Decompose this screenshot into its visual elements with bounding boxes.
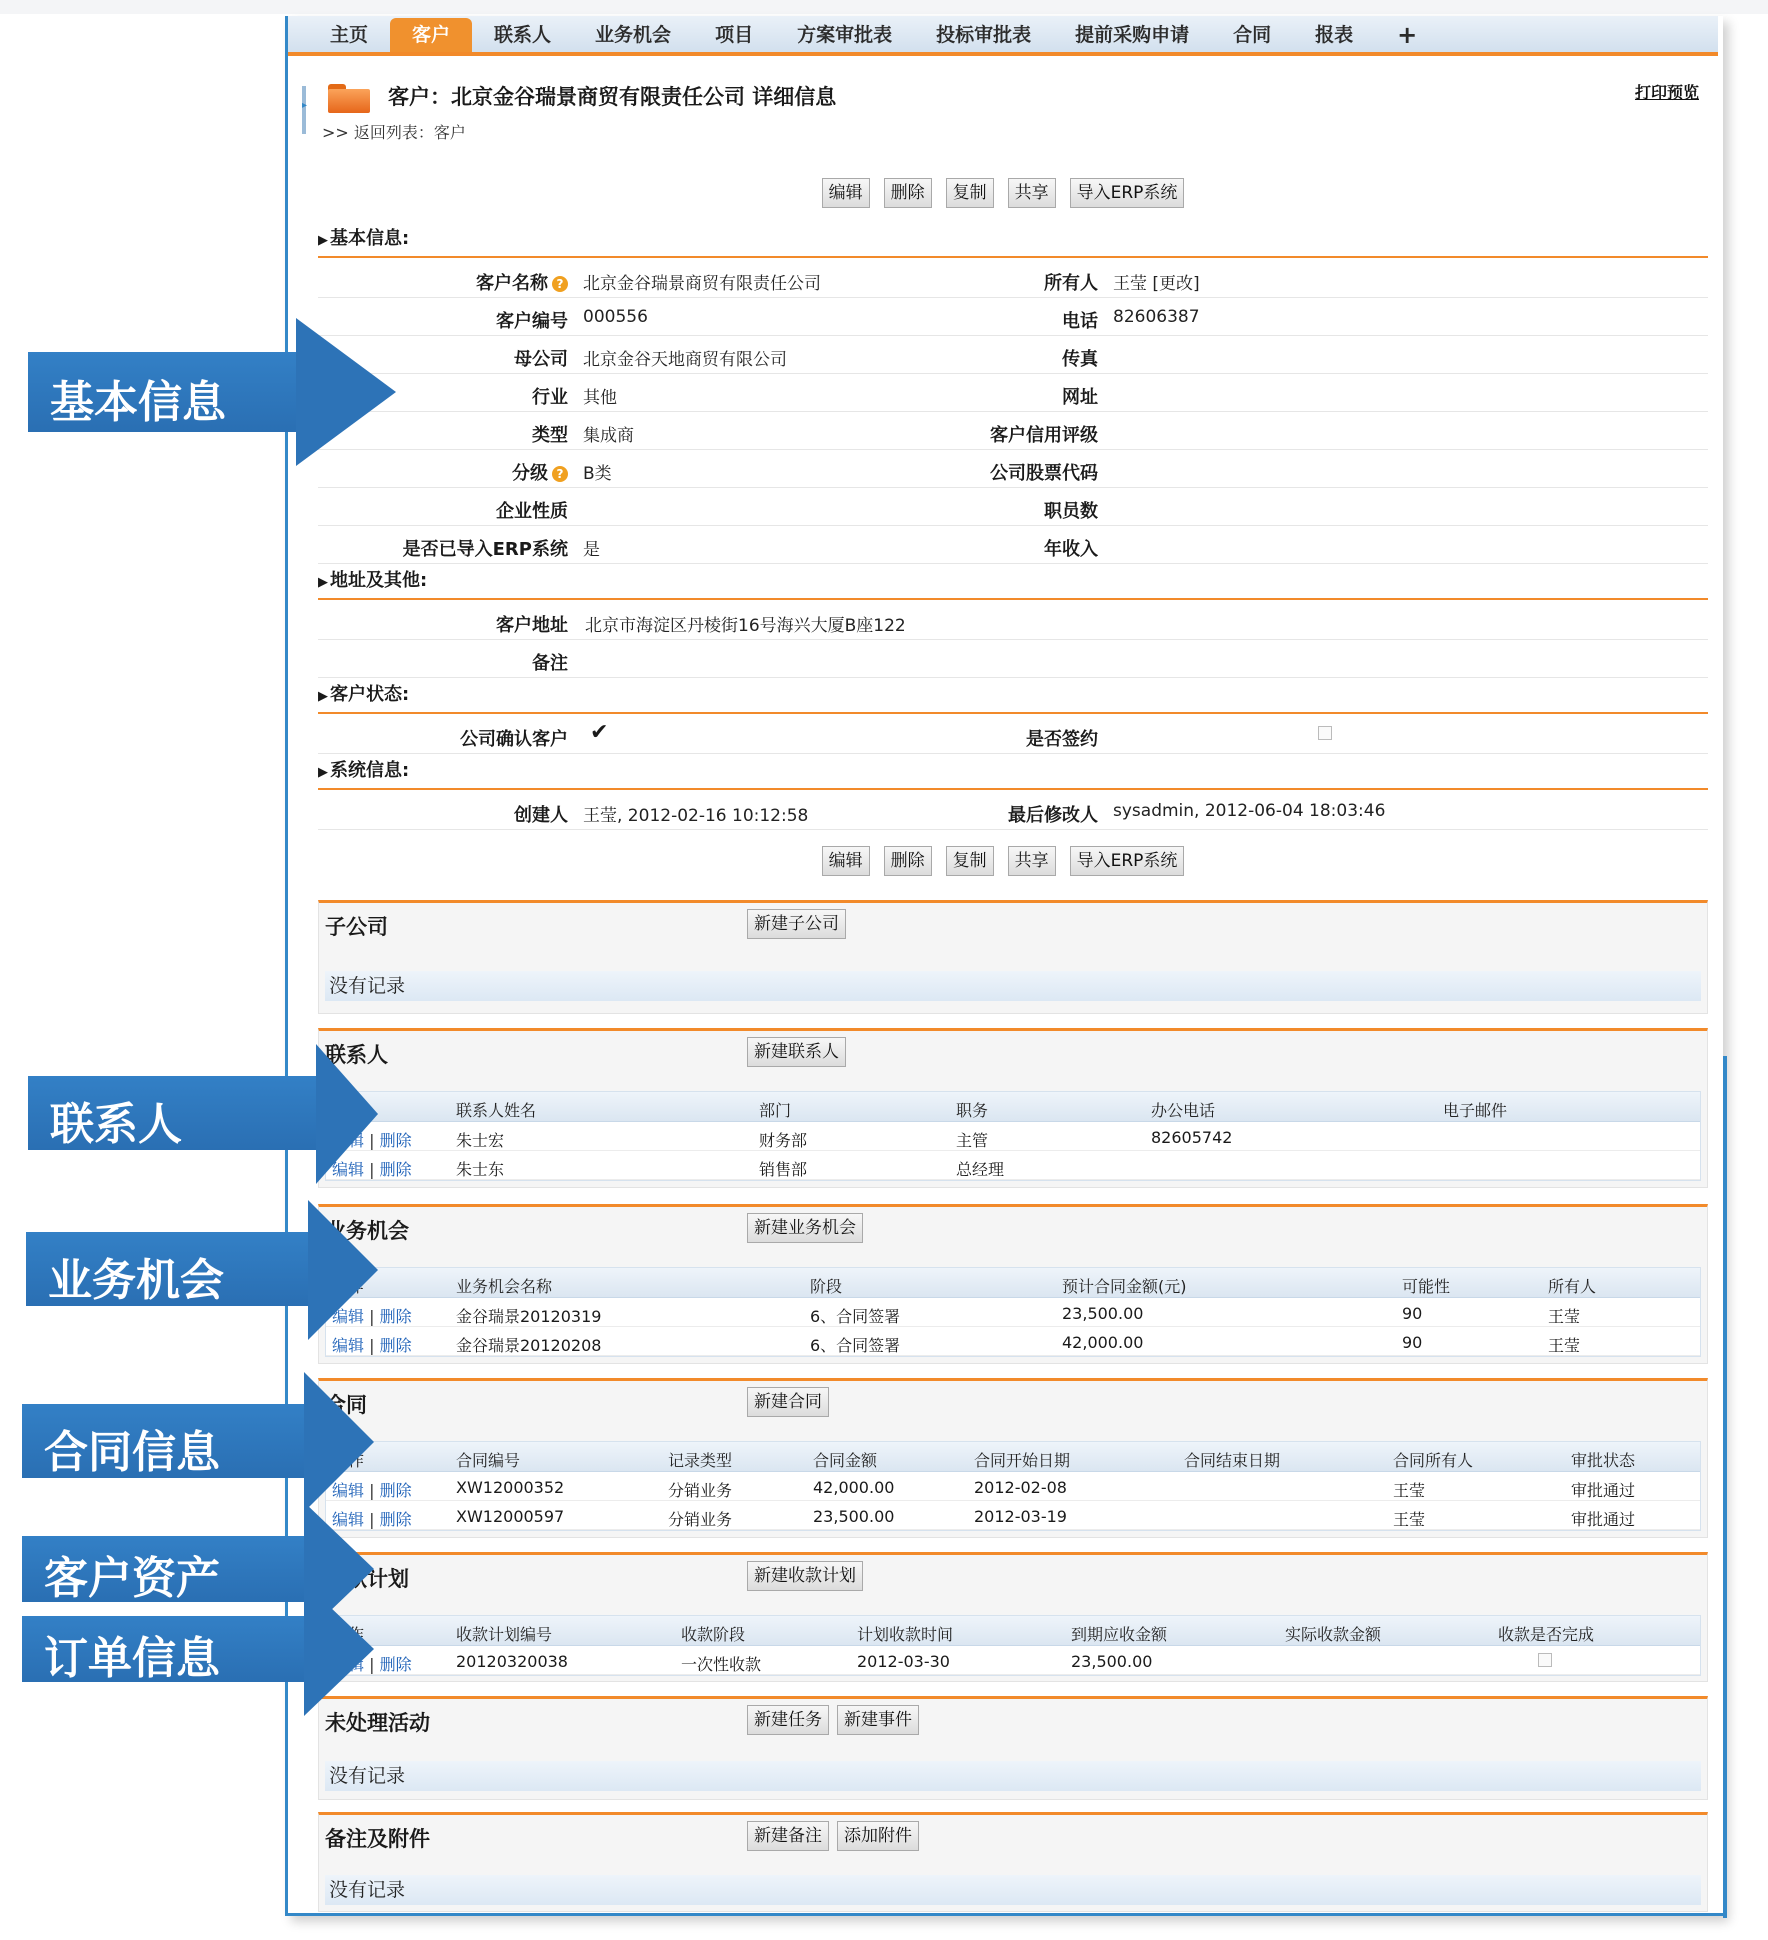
field-label: 行业 (532, 387, 568, 408)
section-title: 基本信息: (330, 228, 410, 249)
field-value: 集成商 (583, 426, 634, 446)
field-row (318, 260, 1708, 298)
new-payment-plan-button[interactable]: 新建收款计划 (747, 1561, 863, 1591)
field-label: 是否签约 (1026, 729, 1098, 750)
row-edit-link[interactable]: 编辑 (332, 1655, 365, 1674)
column-header[interactable]: 合同编号 (456, 1451, 521, 1470)
separator: | (369, 1510, 375, 1529)
new-contact-button[interactable]: 新建联系人 (747, 1037, 846, 1067)
contract-number[interactable]: XW12000597 (456, 1507, 565, 1526)
separator: | (369, 1307, 375, 1326)
import-erp-button[interactable]: 导入ERP系统 (1070, 846, 1185, 876)
table-row (326, 1298, 1700, 1327)
cell: 82605742 (1151, 1128, 1233, 1147)
print-preview-link[interactable]: 打印预览 (1634, 83, 1699, 102)
address-value: 北京市海淀区丹棱街16号海兴大厦B座122 (585, 616, 906, 636)
callout-contract-info (22, 1372, 365, 1512)
help-icon[interactable]: ? (552, 466, 568, 482)
callout-label: 客户资产 (44, 1553, 220, 1604)
field-label: 最后修改人 (1008, 805, 1098, 826)
panel-title: 未处理活动 (325, 1711, 430, 1735)
callout-label: 基本信息 (50, 377, 226, 428)
separator: | (369, 1336, 375, 1355)
cell: 6、合同签署 (810, 1307, 901, 1326)
row-edit-link[interactable]: 编辑 (332, 1307, 365, 1326)
table-row (326, 1122, 1700, 1151)
opportunity-name[interactable]: 金谷瑞景20120319 (456, 1307, 602, 1326)
expand-triangle-icon: ▶ (318, 233, 328, 248)
tab-contacts[interactable]: 联系人 (494, 24, 552, 46)
top-nav (288, 16, 1718, 56)
cell: 90 (1402, 1304, 1423, 1323)
new-event-button[interactable]: 新建事件 (837, 1705, 919, 1735)
row-delete-link[interactable]: 删除 (379, 1307, 412, 1326)
share-button[interactable]: 共享 (1008, 846, 1056, 876)
field-row (318, 336, 1708, 374)
panel-title: 备注及附件 (325, 1827, 430, 1851)
field-label: 公司确认客户 (460, 729, 568, 750)
field-value: 82606387 (1113, 307, 1200, 327)
modified-by-value: sysadmin, 2012-06-04 18:03:46 (1113, 801, 1386, 821)
payment-plan-table (325, 1615, 1701, 1676)
field-label: 企业性质 (496, 501, 568, 522)
delete-button[interactable]: 删除 (884, 846, 932, 876)
row-delete-link[interactable]: 删除 (379, 1131, 412, 1150)
cell: 王莹 (1548, 1307, 1581, 1326)
field-label: 传真 (1062, 349, 1098, 370)
row-delete-link[interactable]: 删除 (379, 1655, 412, 1674)
cell: 23,500.00 (1071, 1652, 1153, 1671)
frame-edge (1723, 1056, 1727, 1918)
crm-window (285, 16, 1723, 1916)
field-row (318, 374, 1708, 412)
row-edit-link[interactable]: 编辑 (332, 1160, 365, 1179)
field-label: 客户编号 (496, 311, 568, 332)
breadcrumb-back-link[interactable]: >> 返回列表：客户 (322, 123, 466, 142)
tab-opportunities[interactable]: 业务机会 (595, 24, 672, 46)
empty-message: 没有记录 (325, 1761, 1701, 1791)
callout-label: 订单信息 (44, 1633, 220, 1684)
page-header (328, 72, 836, 120)
column-header[interactable]: 合同结束日期 (1184, 1451, 1281, 1470)
separator: | (369, 1655, 375, 1674)
section-address[interactable] (318, 562, 1708, 600)
tab-contracts[interactable]: 合同 (1233, 24, 1272, 46)
row-edit-link[interactable]: 编辑 (332, 1510, 365, 1529)
column-header[interactable]: 记录类型 (668, 1451, 733, 1470)
tab-early-purchase[interactable]: 提前采购申请 (1075, 24, 1190, 46)
callout-order-info (22, 1582, 365, 1716)
column-header[interactable]: 联系人姓名 (456, 1101, 537, 1120)
collapse-arrow-icon[interactable]: ▸ (302, 100, 308, 111)
field-row (318, 298, 1708, 336)
field-label: 备注 (532, 653, 568, 674)
payment-complete-checkbox (1538, 1653, 1552, 1667)
field-row (318, 488, 1708, 526)
cell: 分销业务 (668, 1481, 733, 1500)
copy-button[interactable]: 复制 (946, 846, 994, 876)
owner-change-link[interactable]: 王莹 [更改] (1113, 274, 1200, 294)
row-edit-link[interactable]: 编辑 (332, 1336, 365, 1355)
table-header (326, 1616, 1700, 1646)
row-delete-link[interactable]: 删除 (379, 1481, 412, 1500)
field-label: 分级 ? (318, 459, 568, 485)
notes-attachments-panel (318, 1812, 1708, 1912)
cell: 2012-03-30 (857, 1652, 950, 1671)
field-label: 公司股票代码 (990, 463, 1098, 484)
field-label: 客户名称 ? (318, 269, 568, 295)
column-header[interactable]: 合同开始日期 (974, 1451, 1071, 1470)
tab-plan-approval[interactable]: 方案审批表 (797, 24, 893, 46)
section-basic-info[interactable] (318, 220, 1708, 258)
cell: 6、合同签署 (810, 1336, 901, 1355)
cell: 主管 (956, 1131, 989, 1150)
top-action-bar (288, 178, 1718, 208)
import-erp-button[interactable]: 导入ERP系统 (1070, 178, 1185, 208)
expand-triangle-icon: ▶ (318, 689, 328, 704)
bottom-action-bar (288, 846, 1718, 876)
contacts-panel (318, 1028, 1708, 1188)
field-label: 年收入 (1044, 539, 1098, 560)
contracts-table (325, 1441, 1701, 1531)
row-delete-link[interactable]: 删除 (379, 1160, 412, 1179)
column-header[interactable]: 部门 (759, 1101, 792, 1120)
cell: 90 (1402, 1333, 1423, 1352)
section-title: 系统信息: (330, 760, 410, 781)
cell: 23,500.00 (813, 1507, 895, 1526)
table-row (326, 1151, 1700, 1180)
column-header[interactable]: 预计合同金额(元) (1062, 1277, 1187, 1296)
page-title: 客户：北京金谷瑞景商贸有限责任公司 详细信息 (388, 85, 837, 109)
row-edit-link[interactable]: 编辑 (332, 1131, 365, 1150)
callout-label: 业务机会 (48, 1255, 224, 1306)
payment-plan-panel (318, 1552, 1708, 1682)
background-stripe (0, 0, 1768, 14)
row-delete-link[interactable]: 删除 (379, 1336, 412, 1355)
payment-plan-number[interactable]: 20120320038 (456, 1652, 568, 1671)
table-row (326, 1501, 1700, 1530)
column-header[interactable]: 业务机会名称 (456, 1277, 553, 1296)
table-header (326, 1092, 1700, 1122)
cell: 42,000.00 (1062, 1333, 1144, 1352)
contact-name[interactable]: 朱士宏 (456, 1131, 505, 1150)
table-header (326, 1268, 1700, 1298)
cell: 王莹 (1393, 1510, 1426, 1529)
new-note-button[interactable]: 新建备注 (747, 1821, 829, 1851)
contracts-panel (318, 1378, 1708, 1538)
panel-title: 业务机会 (325, 1219, 409, 1243)
column-header[interactable]: 办公电话 (1151, 1101, 1216, 1120)
tab-customer[interactable]: 客户 (390, 18, 472, 52)
callout-label: 联系人 (50, 1099, 182, 1150)
cell: 审批通过 (1571, 1481, 1636, 1500)
column-header: 操作 (332, 1101, 365, 1120)
column-header: 操作 (332, 1277, 365, 1296)
field-label: 客户地址 (496, 615, 568, 636)
tab-reports[interactable]: 报表 (1315, 24, 1354, 46)
field-label: 所有人 (1044, 273, 1098, 294)
callout-contacts (28, 1044, 368, 1184)
panel-title: 子公司 (325, 915, 388, 939)
new-subsidiary-button[interactable]: 新建子公司 (747, 909, 846, 939)
section-title: 地址及其他: (330, 570, 428, 591)
cell: 42,000.00 (813, 1478, 895, 1497)
open-activities-panel (318, 1696, 1708, 1800)
section-system[interactable] (318, 752, 1708, 790)
column-header[interactable]: 电子邮件 (1443, 1101, 1508, 1120)
expand-triangle-icon: ▶ (318, 765, 328, 780)
field-label: 是否已导入ERP系统 (402, 539, 568, 560)
column-header[interactable]: 可能性 (1402, 1277, 1451, 1296)
cell: 审批通过 (1571, 1510, 1636, 1529)
callout-opportunities (26, 1200, 366, 1340)
field-value: 是 (583, 540, 600, 560)
field-row (318, 450, 1708, 488)
new-task-button[interactable]: 新建任务 (747, 1705, 829, 1735)
folder-icon (328, 80, 370, 112)
field-label: 网址 (1062, 387, 1098, 408)
opportunity-name[interactable]: 金谷瑞景20120208 (456, 1336, 602, 1355)
subsidiary-panel (318, 900, 1708, 1014)
panel-title: 合同 (325, 1393, 367, 1417)
separator: | (369, 1131, 375, 1150)
column-header: 操作 (332, 1625, 365, 1644)
table-row (326, 1327, 1700, 1356)
cell: 王莹 (1548, 1336, 1581, 1355)
cell: 财务部 (759, 1131, 808, 1150)
table-header (326, 1442, 1700, 1472)
callout-basic-info (28, 318, 368, 466)
tab-bid-approval[interactable]: 投标审批表 (936, 24, 1032, 46)
column-header[interactable]: 实际收款金额 (1285, 1625, 1382, 1644)
copy-button[interactable]: 复制 (946, 178, 994, 208)
column-header[interactable]: 收款是否完成 (1498, 1625, 1595, 1644)
section-status[interactable] (318, 676, 1708, 714)
contacts-table (325, 1091, 1701, 1181)
field-value: B类 (583, 464, 612, 484)
customer-name-value: 北京金谷瑞景商贸有限责任公司 (583, 274, 821, 294)
field-row (318, 640, 1708, 678)
column-header[interactable]: 到期应收金额 (1071, 1625, 1168, 1644)
signed-checkbox (1318, 726, 1332, 740)
field-row (318, 716, 1708, 754)
column-header[interactable]: 阶段 (810, 1277, 843, 1296)
add-attachment-button[interactable]: 添加附件 (837, 1821, 919, 1851)
field-label: 客户信用评级 (990, 425, 1098, 446)
new-contract-button[interactable]: 新建合同 (747, 1387, 829, 1417)
cell: 2012-03-19 (974, 1507, 1067, 1526)
empty-message: 没有记录 (325, 971, 1701, 1001)
row-delete-link[interactable]: 删除 (379, 1510, 412, 1529)
table-row (326, 1646, 1700, 1675)
share-button[interactable]: 共享 (1008, 178, 1056, 208)
tab-projects[interactable]: 项目 (715, 24, 754, 46)
field-row (318, 602, 1708, 640)
row-edit-link[interactable]: 编辑 (332, 1481, 365, 1500)
column-header[interactable]: 所有人 (1548, 1277, 1597, 1296)
column-header[interactable]: 合同金额 (813, 1451, 878, 1470)
separator: | (369, 1160, 375, 1179)
parent-company-link[interactable]: 北京金谷天地商贸有限公司 (583, 350, 787, 370)
separator: | (369, 1481, 375, 1500)
delete-button[interactable]: 删除 (884, 178, 932, 208)
column-header[interactable]: 职务 (956, 1101, 989, 1120)
field-value: 000556 (583, 307, 648, 327)
panel-title: 收款计划 (325, 1567, 409, 1591)
cell: 一次性收款 (681, 1655, 762, 1674)
column-header[interactable]: 计划收款时间 (857, 1625, 954, 1644)
edit-button[interactable]: 编辑 (822, 178, 870, 208)
confirmed-checkmark-icon: ✔ (590, 720, 609, 745)
cell: 总经理 (956, 1160, 1005, 1179)
field-row (318, 412, 1708, 450)
add-tab-button[interactable]: + (1397, 21, 1418, 49)
column-header[interactable]: 收款计划编号 (456, 1625, 553, 1644)
column-header: 操作 (332, 1451, 365, 1470)
tab-home[interactable]: 主页 (330, 24, 369, 46)
cell: 2012-02-08 (974, 1478, 1067, 1497)
contract-number[interactable]: XW12000352 (456, 1478, 565, 1497)
callout-label: 合同信息 (44, 1427, 220, 1478)
column-header[interactable]: 合同所有人 (1393, 1451, 1474, 1470)
column-header[interactable]: 审批状态 (1571, 1451, 1636, 1470)
expand-triangle-icon: ▶ (318, 575, 328, 590)
field-label: 类型 (532, 425, 568, 446)
edit-button[interactable]: 编辑 (822, 846, 870, 876)
field-value: 其他 (583, 388, 617, 408)
column-header[interactable]: 收款阶段 (681, 1625, 746, 1644)
created-by-value: 王莹, 2012-02-16 10:12:58 (583, 806, 809, 826)
cell: 王莹 (1393, 1481, 1426, 1500)
cell: 23,500.00 (1062, 1304, 1144, 1323)
help-icon[interactable]: ? (552, 276, 568, 292)
cell: 分销业务 (668, 1510, 733, 1529)
panel-title: 联系人 (325, 1043, 388, 1067)
cell: 销售部 (759, 1160, 808, 1179)
opportunities-panel (318, 1204, 1708, 1364)
field-label: 电话 (1062, 311, 1098, 332)
contact-name[interactable]: 朱士东 (456, 1160, 505, 1179)
field-label: 创建人 (514, 805, 568, 826)
field-row (318, 792, 1708, 830)
new-opportunity-button[interactable]: 新建业务机会 (747, 1213, 863, 1243)
field-label: 母公司 (514, 349, 568, 370)
table-row (326, 1472, 1700, 1501)
empty-message: 没有记录 (325, 1875, 1701, 1905)
field-row (318, 526, 1708, 564)
section-title: 客户状态: (330, 684, 410, 705)
field-label: 职员数 (1044, 501, 1098, 522)
opportunities-table (325, 1267, 1701, 1357)
